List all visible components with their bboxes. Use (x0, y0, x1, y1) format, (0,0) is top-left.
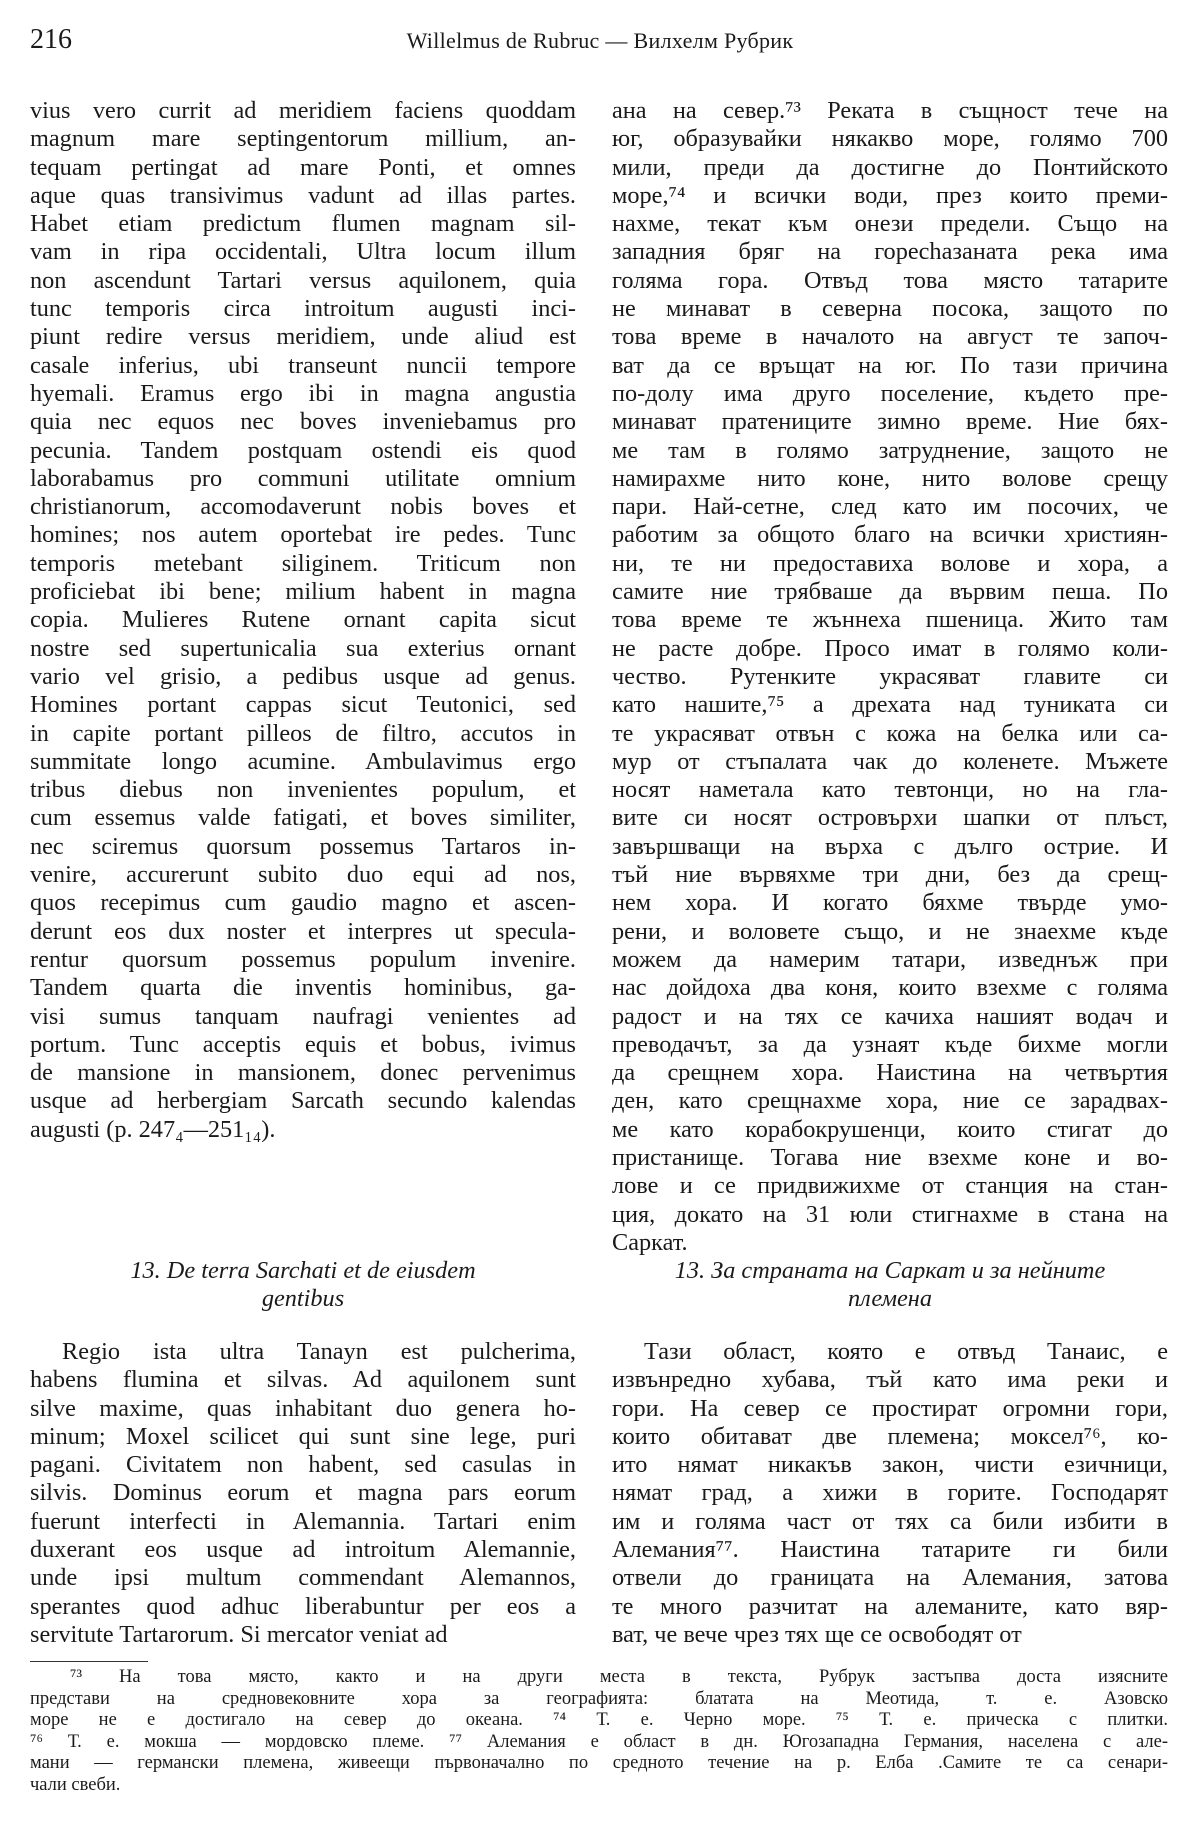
text-line: намирахме нито коне, нито волове срещу (612, 464, 1168, 492)
text-line: нахме, текат към онези предели. Също на (612, 210, 1168, 238)
text-line: Regio ista ultra Tanayn est pulcherima, (62, 1338, 576, 1365)
text-line: ме там в голямо затруднение, защото не (612, 436, 1168, 464)
text-line: ден, като срещнахме хора, ние се зарадвах- (612, 1087, 1168, 1115)
text-line: които обитават две племена; мокcел⁷⁶, ко- (612, 1422, 1168, 1450)
text-line: ни, те ни предоставиха волове и хора, а (612, 549, 1168, 577)
text-line: minum; Moxel scilicet qui sunt sine lege, puri (30, 1422, 576, 1450)
text-line: quos recepimus cum gaudio magno et ascen- (30, 889, 576, 917)
text-line: nostre sed supertunicalia sua exterius ornant (30, 634, 576, 662)
heading-line: 13. De terra Sarchati et de eiusdem (130, 1257, 476, 1284)
text-line: вите си носят островърхи шапки от плъст, (612, 804, 1168, 832)
heading-line: 13. За страната на Саркат и за нейните (674, 1257, 1106, 1284)
text-line: sperantes quod adhuc liberabuntur per eos a (30, 1592, 576, 1620)
text-line: лове и се придвижихме от станция на стан- (612, 1172, 1168, 1200)
text-line: cum essemus valde fatigati, et boves similiter, (30, 804, 576, 832)
text-line: pagani. Civitatem non habent, sed casulas in (30, 1451, 576, 1479)
text-line: casale inferius, ubi transeunt nuncii tempore (30, 351, 576, 379)
text-line: Habet etiam predictum flumen magnam sil- (30, 210, 576, 238)
text-line: in capite portant pilleos de filtro, accutos in (30, 719, 576, 747)
heading-line: племена (847, 1285, 933, 1312)
text-line: ция, докато на 31 юли стигнахме в стана на (612, 1200, 1168, 1228)
text-line: нем хора. И когато бяхме твърде умо- (612, 889, 1168, 917)
text-line: Саркат. (612, 1228, 688, 1256)
text-line: rentur quorsum possemus populum invenire. (30, 945, 576, 973)
text-line: visi sumus tanquam naufragi venientes ad (30, 1002, 576, 1030)
text-line: quia nec equos nec boves inveniebamus pro (30, 408, 576, 436)
footnote-line: представи на средновековните хора за географията: блатата на Меотида, т. е. Азовско (30, 1688, 1168, 1709)
text-line: мур от стъпалата чак до коленете. Мъжете (612, 747, 1168, 775)
page-number: 216 (30, 24, 72, 55)
text-line: Тази област, която е отвъд Танаис, е (644, 1338, 1168, 1365)
text-line: unde ipsi multum commendant Alemannos, (30, 1564, 576, 1592)
text-line: augusti (p. 247₄—251₁₄). (30, 1115, 276, 1143)
text-line: море,⁷⁴ и всички води, през които преми- (612, 181, 1168, 209)
page-header (30, 24, 1170, 60)
text-line: извънредно хубава, тъй като има реки и (612, 1366, 1168, 1394)
text-line: temporis metebant siliginem. Triticum non (30, 549, 576, 577)
text-line: им и голяма част от тях са били избити в (612, 1507, 1168, 1535)
text-line: copia. Mulieres Rutene ornant capita sicut (30, 606, 576, 634)
footnote-separator (30, 1661, 148, 1662)
text-line: преводачът, за да узнаят къде бихме могли (612, 1030, 1168, 1058)
text-line: ито нямат никакъв закон, чисти езичници, (612, 1451, 1168, 1479)
text-line: това време те жъннеха пшеница. Жито там (612, 606, 1168, 634)
text-line: aque quas transivimus vadunt ad illas partes. (30, 181, 576, 209)
text-line: радост и на тях се качиха нашият водач и (612, 1002, 1168, 1030)
heading-line: gentibus (261, 1285, 345, 1312)
text-line: Homines portant cappas sicut Teutonici, sed (30, 691, 576, 719)
text-line: те много разчитат на алеманите, като вяр- (612, 1592, 1168, 1620)
footnote-line: ⁷⁶ Т. е. мокша — мордовско племе. ⁷⁷ Алемания е област в дн. Югозападна Германия, населена с але- (30, 1731, 1168, 1752)
text-line: можем да намерим татари, изведнъж при (612, 945, 1168, 973)
section-13-latin-text (30, 1338, 576, 1649)
text-line: юг, образувайки някакво море, голямо 700 (612, 125, 1168, 153)
text-line: по-долу има друго поселение, където пре- (612, 379, 1168, 407)
text-line: гори. На север се простират огромни гори, (612, 1394, 1168, 1422)
text-line: pecunia. Tandem postquam ostendi eis quod (30, 436, 576, 464)
text-line: derunt eos dux noster et interpres ut specula- (30, 917, 576, 945)
text-line: portum. Tunc acceptis equis et bobus, ivimus (30, 1030, 576, 1058)
text-line: западния бряг на горechазаната река има (612, 238, 1168, 266)
text-line: рени, и воловете също, и не знаехме къде (612, 917, 1168, 945)
footnote-line: море не е достигало на север до океана. ⁷⁴ Т. е. Черно море. ⁷⁵ Т. е. прическа с плитки. (30, 1710, 1168, 1731)
text-line: ме като корабокрушенци, които стигат до (612, 1115, 1168, 1143)
text-line: те украсяват отвън с кожа на белка или са- (612, 719, 1168, 747)
text-line: отвели до границата на Алемания, затова (612, 1564, 1168, 1592)
text-line: servitute Tartarorum. Si mercator veniat ad (30, 1620, 448, 1648)
section-13-latin-heading (30, 1257, 576, 1313)
text-line: habens flumina et silvas. Ad aquilonem sunt (30, 1366, 576, 1394)
text-line: не минават в северна посока, защото по (612, 295, 1168, 323)
text-line: нас дойдоха два коня, които взехме с голяма (612, 974, 1168, 1002)
text-line: summitate longo acumine. Ambulavimus ergo (30, 747, 576, 775)
text-line: non ascendunt Tartari versus aquilonem, quia (30, 266, 576, 294)
section-13-bulgarian-heading (612, 1257, 1168, 1313)
text-line: минават пратениците зимно време. Ние бях- (612, 408, 1168, 436)
footnote-line: чали свеби. (30, 1774, 121, 1795)
bulgarian-text-column (612, 97, 1168, 1257)
text-line: silvis. Dominus eorum et magna pars eorum (30, 1479, 576, 1507)
text-line: christianorum, accomodaverunt nobis boves et (30, 493, 576, 521)
text-line: duxerant eos usque ad introitum Alemannie, (30, 1536, 576, 1564)
text-line: venire, accurerunt subito duo equi ad nos, (30, 861, 576, 889)
text-line: silve maxime, quas inhabitant duo genera ho- (30, 1394, 576, 1422)
text-line: нямат град, а хижи в горите. Господарят (612, 1479, 1168, 1507)
text-line: работим за общото благо на всички християн- (612, 521, 1168, 549)
text-line: ват, че вече чрез тях ще се освободят от (612, 1620, 1022, 1648)
text-line: ана на север.⁷³ Реката в същност тече на (612, 97, 1168, 124)
text-line: носят наметала като тевтонци, но на гла- (612, 776, 1168, 804)
text-line: това време в началото на август те започ- (612, 323, 1168, 351)
text-line: тъй ние вървяхме три дни, без да срещ- (612, 861, 1168, 889)
text-line: hyemali. Eramus ergo ibi in magna angustia (30, 379, 576, 407)
footnotes (30, 1667, 1168, 1797)
footnote-line: мани — германски племена, живеещи първоначално по средното течение на р. Елба .Самите те са сенари- (30, 1753, 1168, 1774)
text-line: proficiebat ibi bene; milium habent in magna (30, 578, 576, 606)
section-13-bulgarian-text (612, 1338, 1168, 1649)
text-line: голяма гора. Отвъд това място татарите (612, 266, 1168, 294)
text-line: ват да се връщат на юг. По тази причина (612, 351, 1168, 379)
text-line: usque ad herbergiam Sarcath secundo kalendas (30, 1087, 576, 1115)
text-line: като нашите,⁷⁵ а дрехата над туниката си (612, 691, 1168, 719)
text-line: tunc temporis circa introitum augusti inci- (30, 295, 576, 323)
text-line: чество. Рутенките украсяват главите си (612, 662, 1168, 690)
text-line: пристанище. Тогава ние взехме коне и во- (612, 1143, 1168, 1171)
text-line: vius vero currit ad meridiem faciens quoddam (30, 97, 576, 124)
text-line: laborabamus pro communi utilitate omnium (30, 464, 576, 492)
text-line: не расте добре. Просо имат в голямо коли- (612, 634, 1168, 662)
text-line: piunt redire versus meridiem, unde aliud est (30, 323, 576, 351)
running-title: Willelmus de Rubruc — Вилхелм Рубрик (406, 28, 794, 53)
text-line: magnum mare septingentorum millium, an- (30, 125, 576, 153)
text-line: vam in ripa occidentali, Ultra locum illum (30, 238, 576, 266)
footnote-line: ⁷³ На това място, както и на други места в текста, Рубрук застъпва доста изясните (70, 1667, 1168, 1687)
text-line: tequam pertingat ad mare Ponti, et omnes (30, 153, 576, 181)
text-line: самите ние трябваше да вървим пеша. По (612, 578, 1168, 606)
text-line: fuerunt interfecti in Alemannia. Tartari enim (30, 1507, 576, 1535)
text-line: пари. Най-сетне, след като им посочих, че (612, 493, 1168, 521)
text-line: завършващи на върха с дълго острие. И (612, 832, 1168, 860)
text-line: Алемания⁷⁷. Наистина татарите ги били (612, 1536, 1168, 1564)
text-line: да срещнем хора. Наистина на четвъртия (612, 1059, 1168, 1087)
text-line: tribus diebus non invenientes populum, et (30, 776, 576, 804)
text-line: Tandem quarta die inventis hominibus, ga- (30, 974, 576, 1002)
text-line: de mansione in mansionem, donec pervenimus (30, 1059, 576, 1087)
text-line: homines; nos autem oportebat ire pedes. Tunc (30, 521, 576, 549)
text-line: nec sciremus quorsum possemus Tartaros in- (30, 832, 576, 860)
latin-text-column (30, 97, 576, 1144)
text-line: мили, преди да достигне до Понтийското (612, 153, 1168, 181)
text-line: vario vel grisio, a pedibus usque ad genus. (30, 662, 576, 690)
